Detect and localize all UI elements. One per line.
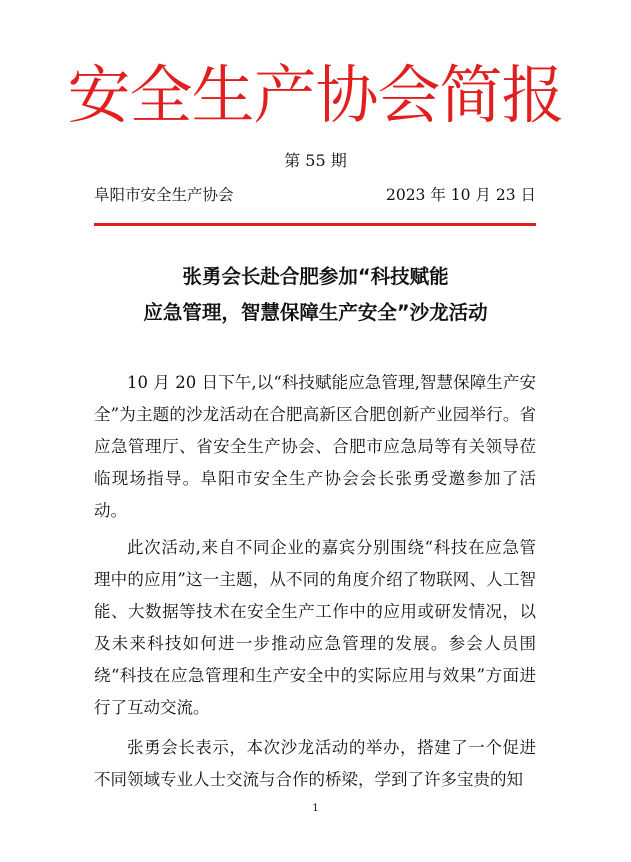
page-number: 1 (312, 803, 319, 814)
article-title-line-2: 应急管理，智慧保障生产安全”沙龙活动 (143, 301, 488, 324)
body-paragraph: 10 月 20 日下午,以“科技赋能应急管理,智慧保障生产安全”为主题的沙龙活动在合肥高新区合肥创新产业园举行。省应急管理厅、省安全生产协会、合肥市应急局等有关领导莅临现场指导。阜阳市安全生产协会会长张勇受邀参加了活动。 (94, 373, 536, 520)
issue-number: 第 55 期 (284, 151, 347, 170)
body-paragraph: 张勇会长表示，本次沙龙活动的举办，搭建了一个促进不同领域专业人士交流与合作的桥梁，学到了许多宝贵的知 (94, 738, 536, 789)
publish-date: 2023 年 10 月 23 日 (385, 186, 536, 204)
article-title-line-1: 张勇会长赴合肥参加“科技赋能 (182, 265, 449, 288)
header-divider (94, 223, 536, 226)
publisher-org: 阜阳市安全生产协会 (94, 186, 234, 204)
body-paragraph: 此次活动,来自不同企业的嘉宾分别围绕“科技在应急管理中的应用”这一主题，从不同的角度介绍了物联网、人工智能、大数据等技术在安全生产工作中的应用或研发情况，以及未来科技如何进一步推动应急管理的发展。参会人员围绕“科技在应急管理和生产安全中的实际应用与效果”方面进行了互动交流。 (94, 538, 536, 717)
masthead-title: 安全生产协会简报 (67, 59, 564, 132)
